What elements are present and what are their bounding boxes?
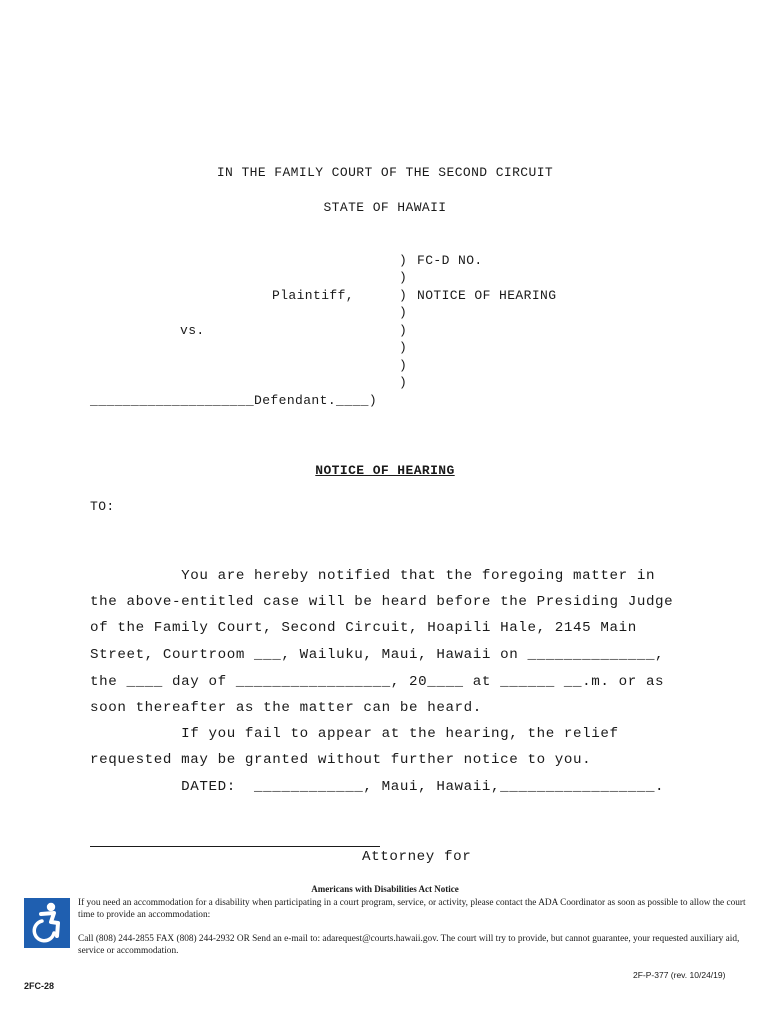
notice-title: NOTICE OF HEARING — [315, 463, 455, 478]
vs-label: vs. — [180, 323, 205, 338]
body-line: Street, Courtroom ___, Wailuku, Maui, Hawaii on ______________, — [90, 647, 665, 663]
body-line: DATED: ____________, Maui, Hawaii,_________________. — [90, 779, 665, 795]
caption-paren: ) — [399, 253, 408, 268]
ada-notice-paragraph: If you need an accommodation for a disability when participating in a court program, service, or activity, please contact the ADA Coordinator as soon as possible to allow the court time to provide an accommodation: — [78, 898, 746, 920]
caption-paren: ) — [399, 358, 408, 373]
caption-paren: ) — [399, 375, 408, 390]
plaintiff-label: Plaintiff, — [272, 288, 355, 303]
body-line: the ____ day of _________________, 20____ at ______ __.m. or as — [90, 674, 665, 690]
attorney-for-label: Attorney for — [362, 849, 472, 865]
to-label: TO: — [90, 499, 115, 514]
body-line: the above-entitled case will be heard before the Presiding Judge — [90, 594, 674, 610]
form-revision-id: 2F-P-377 (rev. 10/24/19) — [633, 970, 726, 980]
defendant-line: ____________________Defendant.____) — [90, 393, 378, 408]
body-line: You are hereby notified that the foregoing matter in — [90, 568, 656, 584]
ada-contact-paragraph: Call (808) 244-2855 FAX (808) 244-2932 OR Send an e-mail to: adarequest@courts.hawaii.gov. The court will try to provide, but cannot guarantee, your requested auxiliary aid, service or accommodation. — [78, 934, 740, 956]
signature-line — [90, 846, 380, 847]
case-number-label: FC-D NO. — [417, 253, 483, 268]
form-number: 2FC-28 — [24, 981, 55, 991]
ada-notice-title: Americans with Disabilities Act Notice — [311, 884, 459, 894]
caption-paren: ) — [399, 288, 408, 303]
caption-paren: ) — [399, 270, 408, 285]
court-heading: IN THE FAMILY COURT OF THE SECOND CIRCUIT — [216, 165, 554, 180]
caption-paren: ) — [399, 340, 408, 355]
body-line: of the Family Court, Second Circuit, Hoapili Hale, 2145 Main — [90, 620, 637, 636]
body-line: requested may be granted without further notice to you. — [90, 752, 592, 768]
state-heading: STATE OF HAWAII — [323, 200, 447, 215]
accessibility-icon — [24, 898, 70, 948]
caption-paren: ) — [399, 323, 408, 338]
caption-paren: ) — [399, 305, 408, 320]
document-type-label: NOTICE OF HEARING — [417, 288, 557, 303]
body-line: soon thereafter as the matter can be heard. — [90, 700, 482, 716]
body-line: If you fail to appear at the hearing, the relief — [90, 726, 619, 742]
